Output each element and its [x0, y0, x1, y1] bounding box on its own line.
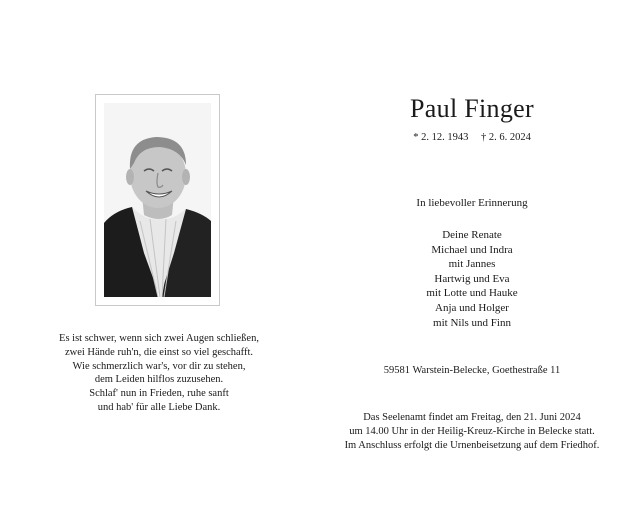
family-line: Anja und Holger	[435, 301, 509, 314]
life-dates	[372, 131, 572, 145]
service-notice	[322, 411, 622, 452]
poem-line: zwei Hände ruh'n, die einst so viel geschafft.	[64, 346, 253, 358]
address: 59581 Warstein-Belecke, Goethestraße 11	[383, 365, 561, 376]
notice-line: Das Seelenamt findet am Freitag, den 21. Juni 2024	[363, 412, 581, 423]
family-list	[372, 228, 572, 330]
poem-line: dem Leiden hilflos zuzusehen.	[94, 374, 224, 386]
notice-line: Im Anschluss erfolgt die Urnenbeisetzung auf dem Friedhof.	[344, 439, 600, 451]
poem-line: und hab' für alle Liebe Dank.	[97, 401, 221, 413]
poem-line: Wie schmerzlich war's, vor dir zu stehen,	[72, 360, 246, 372]
memorial-poem	[40, 332, 278, 415]
notice-line: um 14.00 Uhr in der Heilig-Kreuz-Kirche in Belecke statt.	[349, 425, 595, 437]
family-line: Michael und Indra	[431, 243, 513, 256]
poem-line: Es ist schwer, wenn sich zwei Augen schließen,	[59, 333, 259, 344]
family-line: mit Jannes	[448, 258, 496, 271]
birth-date: * 2. 12. 1943	[413, 132, 469, 143]
deceased-name: Paul Finger	[410, 94, 534, 123]
family-line: Deine Renate	[442, 229, 502, 241]
remembrance-heading: In liebevoller Erinnerung	[416, 197, 528, 209]
family-line: mit Lotte und Hauke	[426, 287, 518, 300]
family-line: Hartwig und Eva	[434, 272, 510, 285]
poem-line: Schlaf' nun in Frieden, ruhe sanft	[89, 388, 229, 400]
portrait-photo	[104, 103, 211, 297]
portrait-frame	[95, 94, 220, 306]
death-date: † 2. 6. 2024	[480, 132, 531, 143]
family-line: mit Nils und Finn	[433, 316, 511, 329]
